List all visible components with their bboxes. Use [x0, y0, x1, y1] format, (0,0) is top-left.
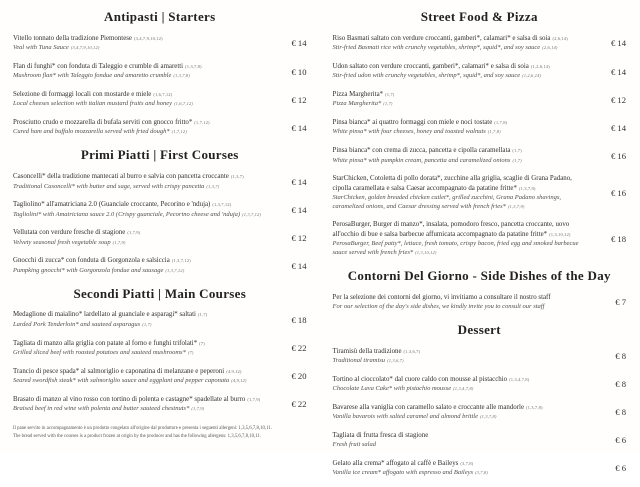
dish-name-english: [13, 72, 273, 81]
dish-name-italian: [333, 90, 593, 99]
section-title: Primi Piatti | First Courses: [80, 147, 239, 163]
dish-text: [13, 395, 273, 414]
dish-name-english: [333, 303, 593, 312]
menu-item: [333, 431, 627, 450]
allergens-it: (1,3,7,12): [212, 202, 232, 208]
dish-name-it-text: Pizza Margherita*: [332, 91, 384, 99]
dish-text: [13, 172, 273, 191]
dish-name-english: [13, 267, 273, 276]
dish-name-en-text: Grilled sliced beef with roasted potatoes and sauteed mushrooms*: [13, 348, 186, 356]
dish-name-english: [333, 128, 593, 137]
dish-name-en-text: Veal with Tuna Sauce: [13, 44, 69, 52]
dish-name-english: [13, 211, 273, 220]
dish-name-en-text: White pinsa* with pumpkin cream, pancetta and caramelized onions: [332, 156, 511, 164]
dish-name-en-text: Braised beef in red wine with polenta and butter sauteed chestnuts*: [13, 404, 190, 412]
allergens-it: (1,3,7,8): [526, 404, 543, 410]
menu-column-right: [333, 2, 627, 487]
dish-name-italian: [333, 403, 593, 412]
menu-column-left: [13, 2, 307, 487]
dish-name-english: [333, 385, 593, 394]
dish-name-english: [13, 321, 273, 330]
dish-name-italian: [333, 146, 593, 155]
dish-name-italian: [13, 200, 273, 209]
section-primi-piatti: [13, 148, 307, 275]
dish-name-en-text: Tagliolini* with Amatriciana sauce 2.0 (Crispy guanciale, Pecorino cheese and 'nduja): [13, 210, 241, 218]
allergens-it: (1,3,7,8): [185, 64, 202, 70]
allergens-en: (1,7,9): [191, 405, 205, 411]
dish-name-en-text: Stir-fried udon with crunchy vegetables, shrimp*, squid*, and soy sauce: [332, 72, 521, 80]
dish-name-english: [13, 239, 273, 248]
dish-name-en-text: Velvety seasonal fresh vegetable soup: [13, 238, 111, 246]
menu-item: [13, 256, 307, 275]
dish-price: € 16: [610, 150, 626, 161]
dish-name-en-text: Traditional Casoncelli* with butter and sage, served with crispy pancetta: [13, 182, 205, 190]
dish-name-en-text: PerosaBurger, Beef patty*, lettuce, fresh tomato, crispy bacon, fried egg and smoked barbecue sauce served with french fries*: [332, 240, 579, 256]
dish-price: € 14: [291, 176, 307, 187]
dish-text: [13, 256, 273, 275]
allergens-en: (3,4,7,9,10,12): [70, 45, 100, 51]
allergens-it: (2,6,14): [552, 35, 568, 41]
dish-name-it-text: Gelato alla crema* affogato al caffè e Baileys: [332, 459, 459, 467]
dish-name-english: [333, 157, 593, 166]
allergens-en: (1,7): [142, 321, 152, 327]
dish-name-en-text: Fresh fruit salad: [332, 441, 376, 449]
dish-name-it-text: StarChicken, Cotoletta di pollo dorata*, zucchine alla griglia, scaglie di Grana Padano, cipolla caramellata e salsa Caesar accompagnato da patatine fritte*: [332, 175, 572, 192]
allergens-en: (1,3,7): [206, 183, 220, 189]
allergens-it: (4,9,12): [226, 368, 242, 374]
menu-item: [333, 62, 627, 81]
dish-name-en-text: Mushroom flan* with Taleggio fondue and amaretto crumble: [13, 72, 172, 80]
dish-name-italian: [13, 34, 273, 43]
dish-text: [13, 90, 273, 109]
bread-allergen-footnotes: [13, 425, 313, 442]
dish-price: € 14: [610, 66, 626, 77]
dish-name-english: [13, 377, 273, 386]
dish-name-italian: [13, 395, 273, 404]
dish-text: [333, 62, 593, 81]
dish-name-english: [333, 441, 593, 450]
dish-name-it-text: Vitello tonnato della tradizione Piemontese: [13, 34, 132, 42]
dish-price: € 7: [615, 297, 626, 308]
dish-text: [13, 367, 273, 386]
dish-text: [333, 34, 593, 53]
dish-price: € 22: [291, 343, 307, 354]
allergens-en: (1,3,10,12): [415, 249, 437, 255]
dish-name-it-text: Tagliata di manzo alla griglia con patate al forno e funghi trifolati*: [13, 339, 198, 347]
dish-name-it-text: Pinsa bianca* ai quattro formaggi con miele e noci tostate: [332, 119, 493, 127]
section-secondi-piatti: [13, 287, 307, 414]
dish-text: [333, 431, 593, 450]
allergens-it: (1,3,10,12): [549, 231, 571, 237]
allergens-it: (1,7,12): [194, 120, 210, 126]
dish-name-en-text: Pizza Margherita*: [332, 100, 382, 108]
dish-name-it-text: Tortino al cioccolato* dal cuore caldo con mousse al pistacchio: [332, 375, 508, 383]
dish-name-italian: [333, 459, 593, 468]
allergens-en: (1,3,4,7,8): [453, 385, 474, 391]
dish-text: [13, 34, 273, 53]
allergens-it: (1,3,7,9): [518, 185, 536, 191]
dish-name-it-text: Tagliata di frutta fresca di stagione: [332, 431, 429, 439]
section-title: Secondi Piatti | Main Courses: [73, 285, 247, 301]
allergens-it: (1,2,6,14): [530, 64, 550, 70]
menu-item: [13, 172, 307, 191]
dish-price: € 10: [291, 66, 307, 77]
dish-name-en-text: Stir-fried Basmati rice with crunchy vegetables, shrimp*, squid*, and soy sauce: [332, 44, 541, 52]
menu-item: [13, 228, 307, 247]
allergens-it: (1,7): [512, 148, 522, 154]
dish-name-italian: [333, 174, 593, 193]
menu-item: [333, 375, 627, 394]
allergens-it: (1,7): [385, 92, 395, 98]
dish-name-italian: [333, 293, 593, 302]
allergens-en: (1,7,8): [487, 129, 501, 135]
dish-name-it-text: Flan di funghi* con fonduta di Taleggio e crumble di amaretti: [13, 63, 184, 71]
dish-name-it-text: Tagliolino* all'amatriciana 2.0 (Guanciale croccante, Pecorino e 'nduja): [13, 201, 211, 209]
dish-price: € 20: [291, 371, 307, 382]
dish-price: € 8: [615, 379, 626, 390]
dish-name-italian: [13, 339, 273, 348]
dish-name-en-text: Traditional tiramisu: [332, 356, 386, 364]
dish-name-italian: [333, 220, 593, 239]
dish-price: € 8: [615, 407, 626, 418]
dish-name-it-text: Trancio di pesce spada* al salmoriglio e caponatina di melanzane e peperoni: [13, 367, 225, 375]
dish-name-italian: [13, 62, 273, 71]
dish-text: [333, 118, 593, 137]
dish-name-it-text: Medaglione di maialino* lardellato al guanciale e asparagi* saltati: [13, 311, 196, 319]
dish-name-english: [333, 240, 593, 258]
dish-text: [333, 174, 593, 211]
dish-name-english: [333, 100, 593, 109]
dish-name-en-text: Local cheeses selection with italian mustard fruits and honey: [13, 100, 172, 108]
dish-name-english: [333, 44, 593, 53]
menu-item: [13, 62, 307, 81]
dish-text: [333, 375, 593, 394]
menu-item: [333, 347, 627, 366]
section-title: Contorni Del Giorno - Side Dishes of the Day: [347, 267, 611, 283]
allergens-en: (1,7,9): [112, 239, 126, 245]
dish-text: [333, 146, 593, 165]
dish-price: € 22: [291, 399, 307, 410]
dish-text: [333, 293, 593, 312]
dish-name-english: [13, 183, 273, 192]
menu-item: [13, 310, 307, 329]
dish-name-it-text: Vellutata con verdure fresche di stagione: [13, 229, 126, 237]
dish-price: € 14: [610, 38, 626, 49]
menu-item: [13, 200, 307, 219]
dish-name-english: [333, 413, 593, 422]
dish-price: € 18: [291, 314, 307, 325]
dish-name-english: [13, 405, 273, 414]
menu-item: [333, 146, 627, 165]
allergens-en: (1,7,12): [171, 129, 187, 135]
allergens-en: (1,3,7,8): [173, 73, 190, 79]
dish-text: [13, 200, 273, 219]
allergens-it: (1,7,9): [247, 396, 261, 402]
menu-item: [13, 34, 307, 53]
footnote-english: The bread served with the courses is a product frozen at origin by the producer and has the following allergens: 1,3,5,6,7,8,10,11.: [13, 434, 262, 440]
dish-name-en-text: Larded Pork Tenderloin* and sauteed asparagus: [13, 320, 141, 328]
dish-name-en-text: Vanilla ice cream* affogato with espresso and Baileys: [332, 469, 474, 477]
allergens-en: (7): [187, 349, 194, 355]
dish-price: € 6: [615, 435, 626, 446]
dish-name-en-text: Seared swordfish steak* with salmoriglio sauce and eggplant and pepper caponata: [13, 376, 230, 384]
dish-price: € 12: [291, 232, 307, 243]
dish-price: € 14: [291, 122, 307, 133]
menu-item: [333, 403, 627, 422]
dish-name-italian: [13, 228, 273, 237]
dish-name-italian: [13, 118, 273, 127]
dish-name-english: [333, 194, 593, 212]
dish-name-english: [13, 128, 273, 137]
allergens-en: (1,6,7,12): [174, 101, 193, 107]
dish-name-it-text: Tiramisù della tradizione: [332, 347, 402, 355]
dish-name-en-text: For our selection of the day's side dishes, we kindly invite you to consult our staff: [332, 302, 545, 310]
dish-name-italian: [13, 256, 273, 265]
allergens-it: (3,4,7,9,10,12): [134, 35, 163, 41]
dish-text: [13, 118, 273, 137]
dish-name-en-text: White pinsa* with four cheeses, honey and toasted walnuts: [332, 128, 486, 136]
section-title: Antipasti | Starters: [104, 9, 216, 24]
section-title: Dessert: [457, 321, 501, 337]
dish-price: € 12: [610, 94, 626, 105]
menu-item: [333, 220, 627, 257]
menu-item: [333, 90, 627, 109]
dish-name-it-text: Riso Basmati saltato con verdure croccanti, gamberi*, calamari* e salsa di soia: [332, 34, 551, 42]
dish-price: € 16: [610, 187, 626, 198]
dish-name-it-text: Brasato di manzo al vino rosso con tortino di polenta e castagne* spadellate al burro: [13, 395, 246, 403]
allergens-en: (1,3,7,8): [479, 414, 497, 420]
dish-price: € 14: [291, 38, 307, 49]
dish-name-it-text: Bavarese alla vaniglia con caramello salato e croccante alle mandorle: [332, 403, 524, 411]
menu-item: [13, 339, 307, 358]
menu-item: [333, 34, 627, 53]
dish-name-en-text: Pumpking gnocchi* with Gorgonzola fondue and sausage: [13, 266, 164, 274]
dish-name-english: [13, 44, 273, 53]
dish-name-italian: [333, 62, 593, 71]
dish-text: [13, 310, 273, 329]
allergens-en: (1,7): [383, 101, 393, 107]
allergens-en: (1,3,7,12): [165, 267, 185, 273]
dish-name-it-text: Prosciutto crudo e mozzarella di bufala serviti con gnocco fritto*: [13, 119, 193, 127]
dish-name-en-text: StarChicken, golden breaded chicken cutlet*, grilled zucchini, Grana Padano shavings, caramelized onions, and Caesar dressing served with french fries*: [332, 193, 561, 210]
dish-price: € 14: [610, 122, 626, 133]
dish-name-it-text: PerosaBurger, Burger di manzo*, insalata, pomodoro fresco, pancetta croccante, uovo all'occhio di bue e salsa barbecue affumicata accompagnato da patatine fritte*: [332, 221, 570, 238]
dish-text: [333, 220, 593, 257]
dish-price: € 14: [291, 260, 307, 271]
dish-price: € 14: [291, 204, 307, 215]
allergens-it: (1,3,7): [230, 174, 244, 180]
dish-text: [13, 62, 273, 81]
dish-price: € 18: [610, 234, 626, 245]
dish-name-it-text: Gnocchi di zucca* con fonduta di Gorgonzola e salsiccia: [13, 257, 170, 265]
allergens-en: (1,3,7,9): [507, 203, 525, 209]
dish-name-italian: [333, 347, 593, 356]
allergens-en: (1,3,6,7): [387, 357, 404, 363]
allergens-en: (4,9,12): [231, 377, 247, 383]
dish-name-english: [13, 349, 273, 358]
menu-item: [333, 174, 627, 211]
dish-name-it-text: Pinsa bianca* con crema di zucca, pancetta e cipolla caramellata: [332, 147, 511, 155]
section-title: Street Food & Pizza: [420, 9, 538, 24]
allergens-it: (1,3,6,7): [403, 348, 421, 354]
allergens-it: (7): [199, 340, 205, 346]
dish-name-it-text: Per la selezione dei contorni del giorno, vi invitiamo a consultare il nostro staff: [332, 293, 551, 301]
dish-name-english: [13, 100, 273, 109]
dish-price: € 8: [615, 351, 626, 362]
dish-name-it-text: Udon saltato con verdure croccanti, gamberi*, calamari* e salsa di soia: [332, 63, 529, 71]
menu-item: [333, 118, 627, 137]
dish-name-italian: [13, 172, 273, 181]
allergens-it: (1,7,9): [127, 230, 141, 236]
section-antipasti: [13, 10, 307, 137]
menu-item: [13, 367, 307, 386]
allergens-en: (1,2,6,14): [522, 73, 542, 79]
dish-name-english: [333, 469, 593, 478]
section-street-food-pizza: [333, 10, 627, 258]
menu-item: [13, 395, 307, 414]
dish-text: [333, 347, 593, 366]
allergens-en: (1,7): [512, 157, 522, 163]
allergens-en: (2,6,14): [542, 45, 558, 51]
allergens-it: (3,7,8): [460, 460, 474, 466]
allergens-it: (1,7): [197, 312, 208, 318]
dish-name-english: [333, 357, 593, 366]
dish-text: [333, 90, 593, 109]
allergens-en: (1,3,7,12): [242, 211, 262, 217]
section-dessert: [333, 323, 627, 478]
menu-item: [13, 118, 307, 137]
menu-item: [13, 90, 307, 109]
dish-name-english: [333, 72, 593, 81]
dish-name-en-text: Cured ham and buffalo mozzarella served with fried dough*: [13, 128, 170, 136]
dish-name-italian: [13, 367, 273, 376]
allergens-it: (1,3,4,7,8): [509, 376, 530, 382]
allergens-en: (3,7,8): [475, 470, 488, 476]
menu-item: [333, 459, 627, 478]
dish-name-en-text: Chocolate Lava Cake* with pistachio mousse: [332, 384, 452, 392]
menu-item: [333, 293, 627, 312]
allergens-it: (1,3,7,12): [171, 258, 191, 264]
dish-text: [13, 228, 273, 247]
dish-name-it-text: Selezione di formaggi locali con mostarde e miele: [13, 91, 152, 99]
dish-name-italian: [333, 118, 593, 127]
footnote-italian: Il pane servito in accompagnamento è un prodotto congelato all'origine dal produttore e presenta i seguenti allergeni: 1,3,5,6,7,8,10,11.: [13, 425, 272, 431]
allergens-it: (1,6,7,12): [153, 92, 173, 98]
dish-text: [333, 403, 593, 422]
dish-price: € 12: [291, 94, 307, 105]
dish-name-italian: [13, 90, 273, 99]
dish-name-italian: [333, 34, 593, 43]
dish-price: € 6: [615, 463, 626, 474]
dish-name-italian: [13, 310, 273, 319]
dish-name-italian: [333, 431, 593, 440]
dish-text: [13, 339, 273, 358]
section-contorni: [333, 269, 627, 312]
dish-name-en-text: Vanilla bavarois with salted caramel and almond brittle: [332, 413, 478, 421]
dish-name-italian: [333, 375, 593, 384]
allergens-it: (1,7,8): [494, 120, 508, 126]
dish-text: [333, 459, 593, 478]
dish-name-it-text: Casoncelli* della tradizione mantecati al burro e salvia con pancetta croccante: [13, 173, 229, 181]
